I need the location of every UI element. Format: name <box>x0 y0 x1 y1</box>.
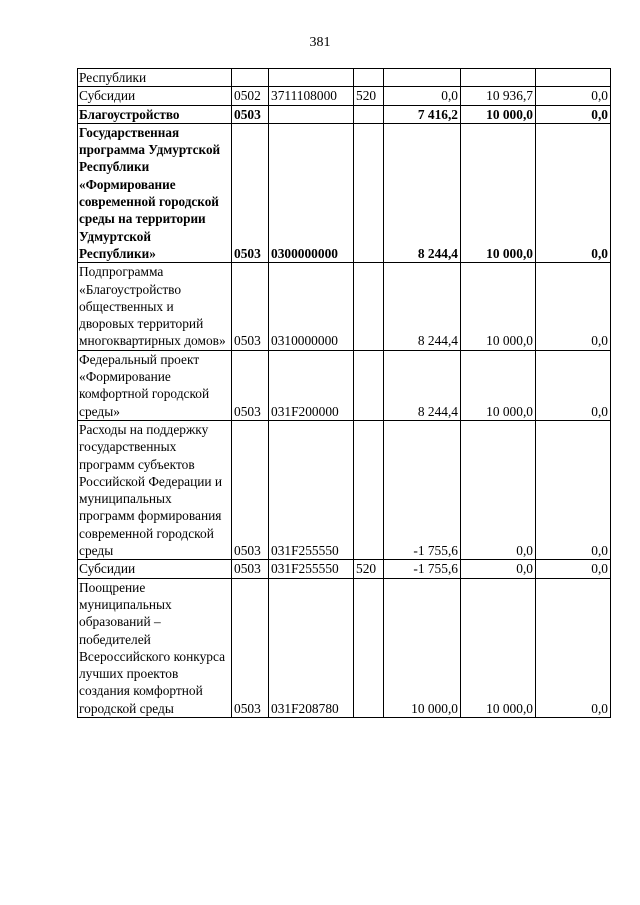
amount-3: 0,0 <box>536 263 611 350</box>
amount-2: 0,0 <box>461 420 536 559</box>
expense-type-code: 520 <box>354 87 384 105</box>
amount-1: 8 244,4 <box>384 350 461 420</box>
section-code: 0502 <box>232 87 269 105</box>
section-code: 0503 <box>232 123 269 262</box>
target-code: 031F200000 <box>269 350 354 420</box>
target-code <box>269 69 354 87</box>
amount-2: 10 000,0 <box>461 263 536 350</box>
table-row <box>78 123 611 262</box>
target-code <box>269 105 354 123</box>
amount-3: 0,0 <box>536 105 611 123</box>
amount-1: 7 416,2 <box>384 105 461 123</box>
amount-2 <box>461 69 536 87</box>
expense-type-code <box>354 69 384 87</box>
amount-1: 0,0 <box>384 87 461 105</box>
table-row <box>78 578 611 717</box>
section-code: 0503 <box>232 560 269 578</box>
section-code: 0503 <box>232 420 269 559</box>
amount-1: 10 000,0 <box>384 578 461 717</box>
row-name: Поощрение муниципальных образований – победителей Всероссийского конкурса лучших проектов создания комфортной городской среды <box>78 578 232 717</box>
section-code: 0503 <box>232 350 269 420</box>
amount-1: -1 755,6 <box>384 420 461 559</box>
expense-type-code <box>354 420 384 559</box>
target-code: 3711108000 <box>269 87 354 105</box>
table-row <box>78 263 611 350</box>
page-number: 381 <box>309 35 331 50</box>
row-name: Подпрограмма «Благоустройство общественных и дворовых территорий многоквартирных домов» <box>78 263 232 350</box>
target-code: 0310000000 <box>269 263 354 350</box>
table-row <box>78 350 611 420</box>
table-row <box>78 87 611 105</box>
expense-type-code: 520 <box>354 560 384 578</box>
table-row <box>78 420 611 559</box>
target-code: 031F208780 <box>269 578 354 717</box>
amount-2: 10 000,0 <box>461 350 536 420</box>
row-name: Благоустройство <box>78 105 232 123</box>
expense-type-code <box>354 105 384 123</box>
row-name: Государственная программа Удмуртской Республики «Формирование современной городской среды на территории Удмуртской Республики» <box>78 123 232 262</box>
table-row <box>78 69 611 87</box>
amount-3: 0,0 <box>536 350 611 420</box>
amount-3: 0,0 <box>536 578 611 717</box>
budget-table <box>77 68 611 718</box>
table-row <box>78 560 611 578</box>
amount-2: 10 936,7 <box>461 87 536 105</box>
row-name: Федеральный проект «Формирование комфортной городской среды» <box>78 350 232 420</box>
section-code: 0503 <box>232 263 269 350</box>
expense-type-code <box>354 578 384 717</box>
target-code: 031F255550 <box>269 420 354 559</box>
row-name: Расходы на поддержку государственных программ субъектов Российской Федерации и муниципальных программ формирования современной городской среды <box>78 420 232 559</box>
section-code: 0503 <box>232 578 269 717</box>
row-name: Республики <box>78 69 232 87</box>
amount-3: 0,0 <box>536 420 611 559</box>
table-row <box>78 105 611 123</box>
amount-1 <box>384 69 461 87</box>
row-name: Субсидии <box>78 560 232 578</box>
target-code: 0300000000 <box>269 123 354 262</box>
amount-3: 0,0 <box>536 123 611 262</box>
amount-2: 10 000,0 <box>461 123 536 262</box>
amount-3 <box>536 69 611 87</box>
amount-1: 8 244,4 <box>384 123 461 262</box>
row-name: Субсидии <box>78 87 232 105</box>
amount-2: 0,0 <box>461 560 536 578</box>
amount-3: 0,0 <box>536 87 611 105</box>
section-code <box>232 69 269 87</box>
section-code: 0503 <box>232 105 269 123</box>
amount-1: -1 755,6 <box>384 560 461 578</box>
amount-2: 10 000,0 <box>461 105 536 123</box>
expense-type-code <box>354 263 384 350</box>
expense-type-code <box>354 123 384 262</box>
amount-3: 0,0 <box>536 560 611 578</box>
expense-type-code <box>354 350 384 420</box>
amount-1: 8 244,4 <box>384 263 461 350</box>
amount-2: 10 000,0 <box>461 578 536 717</box>
target-code: 031F255550 <box>269 560 354 578</box>
